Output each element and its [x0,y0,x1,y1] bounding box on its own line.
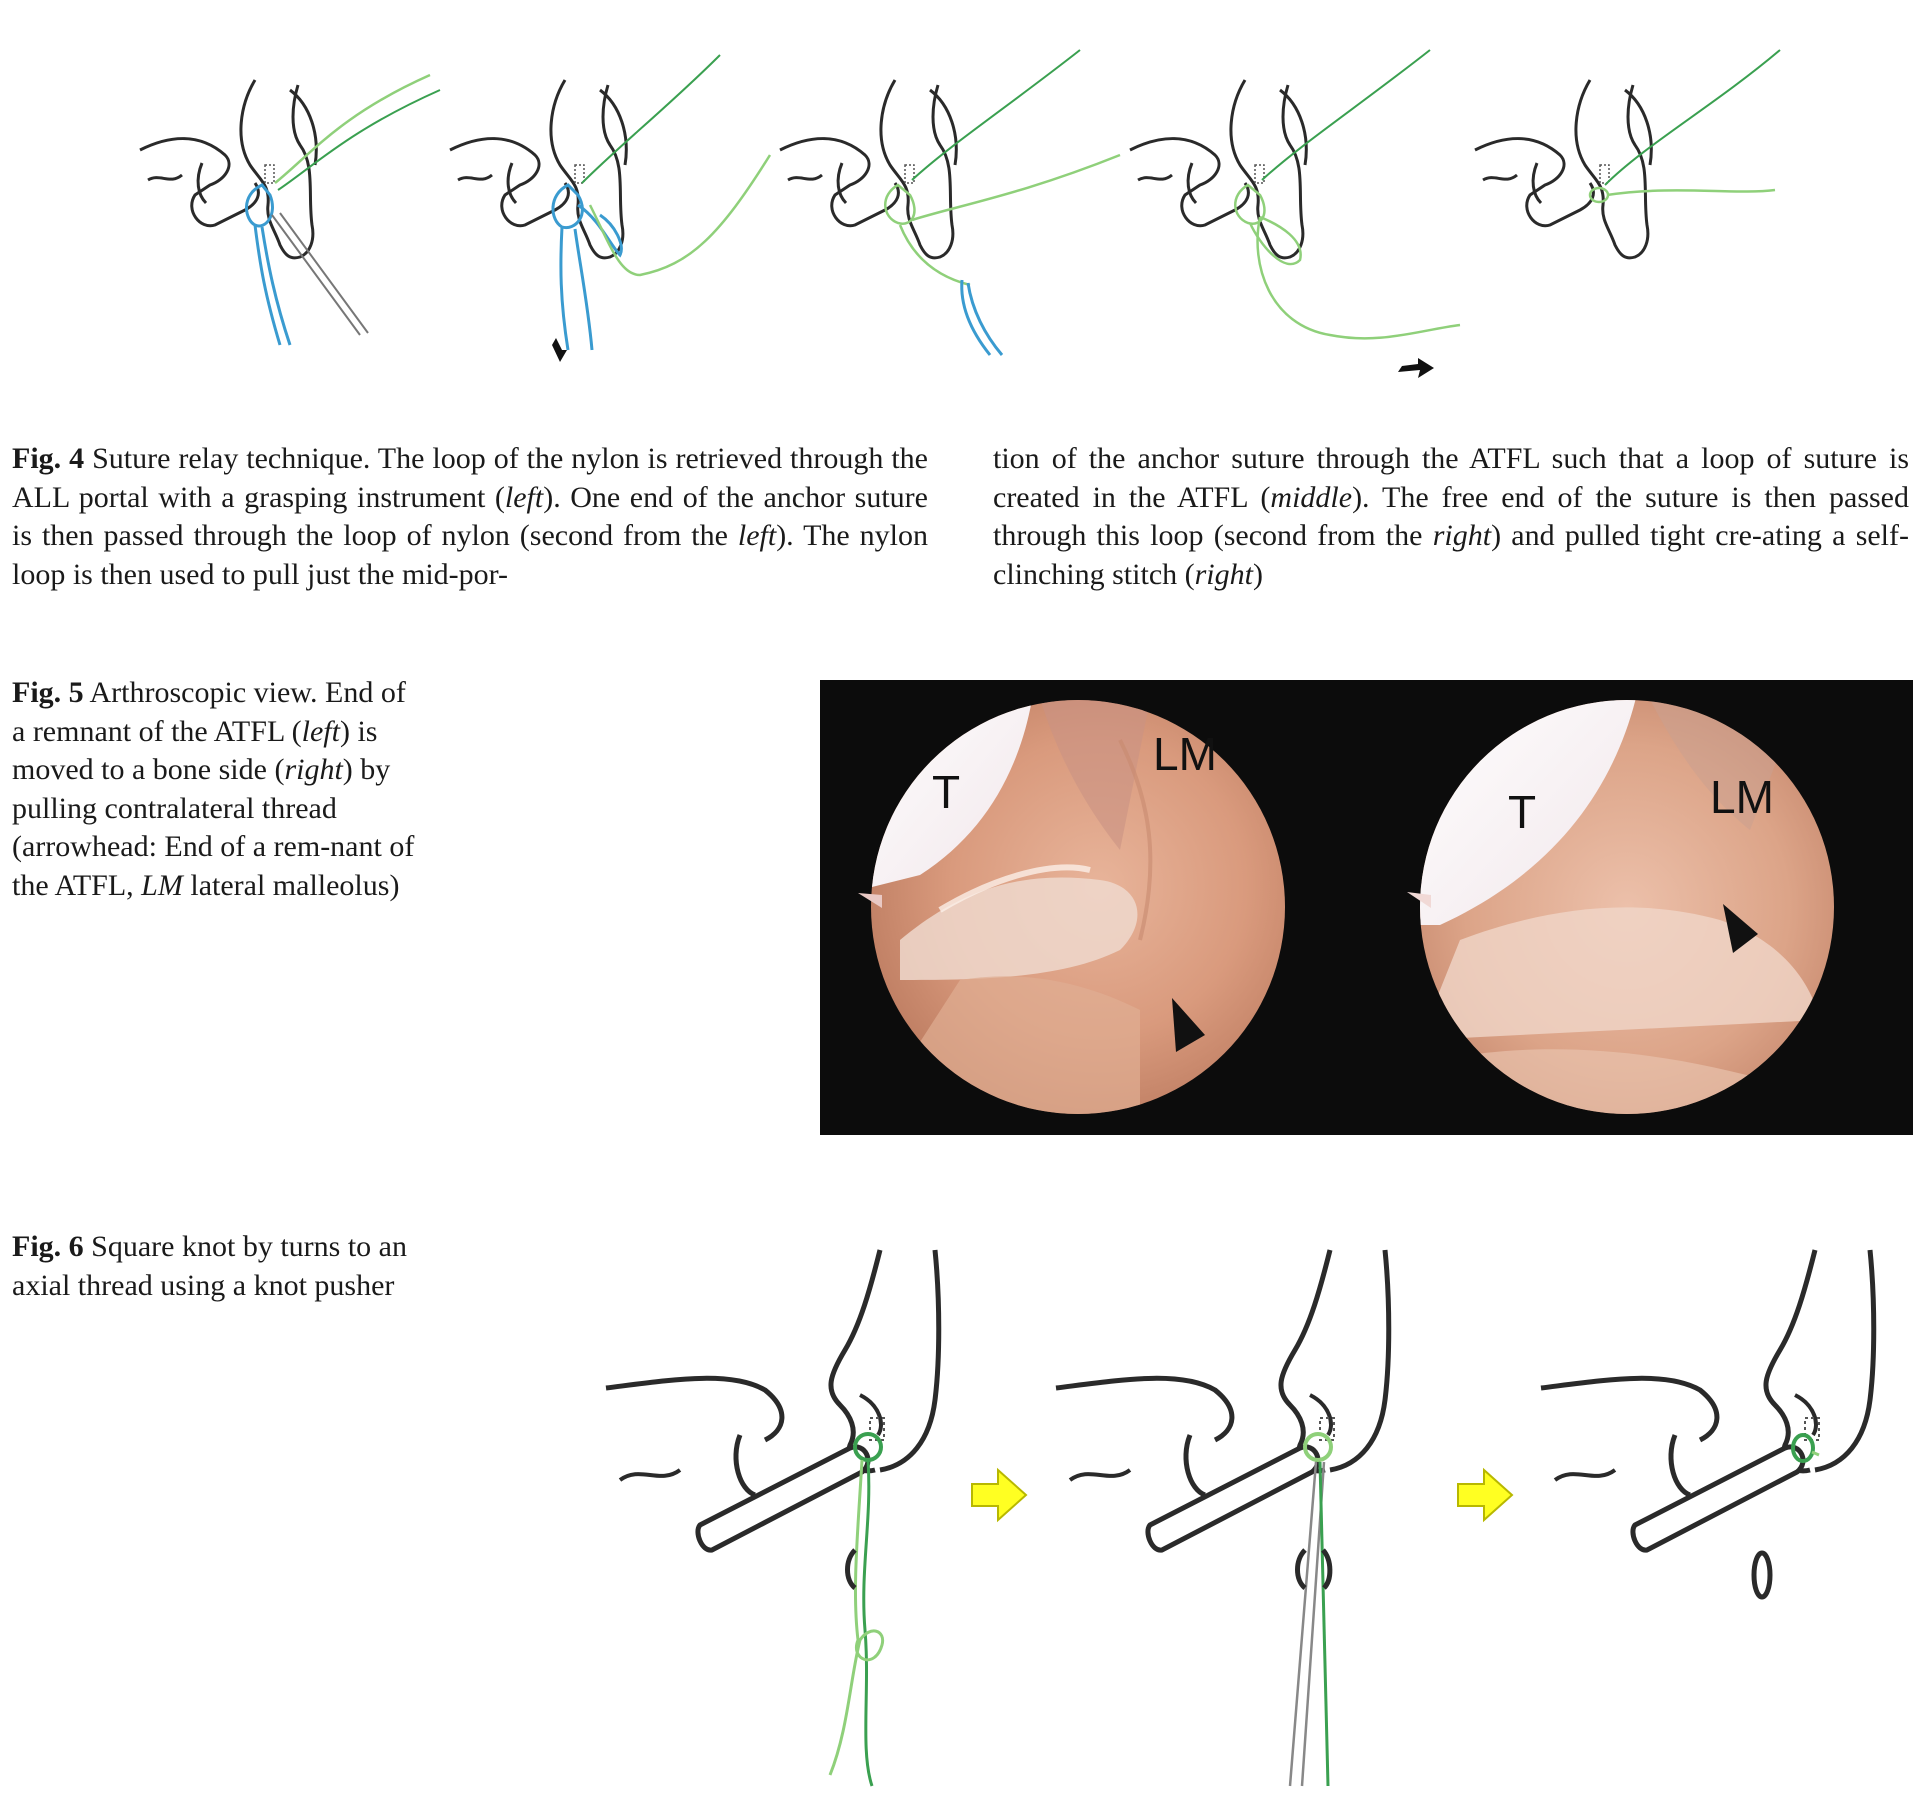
caption-segment: right [1194,557,1253,591]
caption-segment: lateral malleolus) [182,868,400,902]
fig4-caption-left [12,440,928,594]
fig4-illustration-strip [0,0,1920,400]
fig5-caption-text [12,676,414,902]
caption-segment: ). The free end of the suture is then passed through this loop (second from the [993,480,1910,552]
fig4-panel-4 [1130,50,1460,338]
scope-left-label-lm: LM [1153,728,1217,780]
fig4-caption-right-text [993,442,1909,591]
yellow-arrow-1-icon [972,1470,1026,1520]
fig6-panel-3 [1541,1250,1874,1597]
caption-segment: ) [1252,557,1263,591]
fig5-label: Fig. 5 [12,676,84,709]
arrow-right-icon [1398,358,1434,378]
scope-right-label-lm: LM [1710,771,1774,823]
fig4-panel-2 [450,55,770,350]
caption-segment: left [301,714,340,748]
fig6-label: Fig. 6 [12,1230,84,1263]
caption-segment: left [737,519,777,552]
caption-segment: right [1432,519,1492,552]
caption-segment: ). The nylon loop is then used to pull just the mid-por- [12,519,928,591]
caption-segment: Suture relay technique. The loop of the nylon is retrieved through the ALL portal with a grasping instrument ( [12,442,928,514]
caption-segment: middle [1270,480,1353,514]
fig5-caption [12,674,420,905]
caption-segment: tion of the anchor suture through the ATFL such that a loop of suture is created in the ATFL ( [993,442,1909,514]
caption-segment: ). One end of the anchor suture is then passed through the loop of nylon (second from the [12,480,928,552]
yellow-arrow-2-icon [1458,1470,1512,1520]
caption-segment: Arthroscopic view. End of a remnant of the ATFL ( [12,676,406,748]
arrow-down-icon [552,338,567,362]
scope-right-label-t: T [1508,786,1537,838]
fig6-illustration-strip [590,1230,1920,1816]
caption-segment: ) is moved to a bone side ( [12,714,378,786]
fig4-label: Fig. 4 [12,442,85,475]
caption-segment: left [504,480,544,514]
fig4-caption-left-text [12,442,928,591]
caption-segment: right [284,753,343,786]
fig4-panel-3 [780,50,1120,355]
fig4-panel-5 [1475,50,1780,258]
fig6-caption [12,1228,420,1305]
scope-left-label-t: T [932,766,961,818]
caption-segment: Square knot by turns to an axial thread using a knot pusher [12,1230,407,1302]
fig4-caption-right [993,440,1909,594]
fig4-panel-1 [140,75,440,345]
fig6-panel-1 [606,1250,939,1786]
caption-segment: ) and pulled tight cre-ating a self-clinching stitch ( [993,519,1909,591]
fig5-arthroscopic-image [820,680,1913,1135]
caption-segment: ) by pulling contralateral thread (arrowhead: End of a rem-nant of the ATFL, [12,753,415,902]
fig6-panel-2 [1056,1250,1389,1786]
caption-segment: LM [141,868,183,902]
